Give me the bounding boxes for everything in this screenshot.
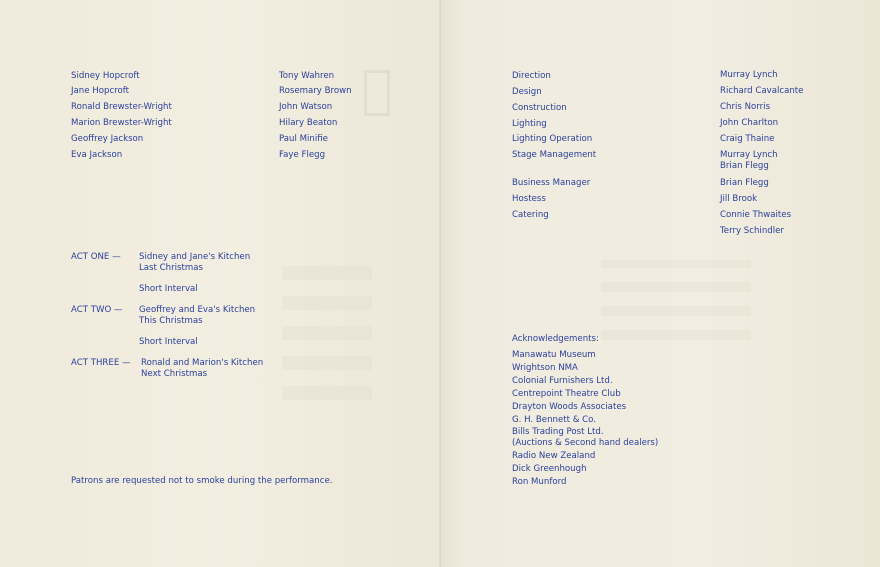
- interval-label: Short Interval: [139, 284, 198, 294]
- interval-label: Short Interval: [139, 337, 198, 347]
- crew-name: Jill Brook: [720, 194, 758, 204]
- crew-role: Construction: [512, 103, 567, 113]
- show-through-mark: [282, 250, 372, 400]
- crew-name: Brian Flegg: [720, 161, 769, 171]
- crew-name: Murray Lynch: [720, 150, 778, 160]
- acknowledgement-item: Manawatu Museum: [512, 350, 596, 360]
- crew-name: Richard Cavalcante: [720, 86, 804, 96]
- crew-role: Design: [512, 87, 542, 97]
- character-name: Eva Jackson: [71, 150, 123, 160]
- acknowledgement-item: Ron Munford: [512, 477, 567, 487]
- act-place: Geoffrey and Eva's Kitchen: [139, 305, 256, 315]
- crew-role: Catering: [512, 210, 549, 220]
- no-smoking-notice: Patrons are requested not to smoke during the performance.: [71, 476, 333, 486]
- act-place: Sidney and Jane's Kitchen: [139, 252, 251, 262]
- crew-name: Connie Thwaites: [720, 210, 792, 220]
- crew-name: John Charlton: [720, 118, 779, 128]
- actor-name: Tony Wahren: [279, 71, 335, 81]
- character-name: Geoffrey Jackson: [71, 134, 144, 144]
- character-name: Marion Brewster-Wright: [71, 118, 172, 128]
- actor-name: Hilary Beaton: [279, 118, 338, 128]
- crew-role: Lighting: [512, 119, 547, 129]
- crew-name: Brian Flegg: [720, 178, 769, 188]
- crew-name: Terry Schindler: [720, 226, 784, 236]
- show-through-mark: [364, 70, 390, 116]
- acknowledgement-item: (Auctions & Second hand dealers): [512, 438, 659, 448]
- crew-role: Direction: [512, 71, 551, 81]
- character-name: Ronald Brewster-Wright: [71, 102, 172, 112]
- act-label: ACT TWO —: [71, 305, 123, 315]
- right-page: [441, 0, 880, 567]
- show-through-mark: [601, 260, 751, 340]
- crew-role: Hostess: [512, 194, 546, 204]
- acknowledgement-item: Wrightson NMA: [512, 363, 578, 373]
- crew-role: Stage Management: [512, 150, 597, 160]
- acknowledgement-item: Dick Greenhough: [512, 464, 587, 474]
- acknowledgement-item: Radio New Zealand: [512, 451, 596, 461]
- acknowledgements-heading: Acknowledgements:: [512, 334, 599, 344]
- act-place: Ronald and Marion's Kitchen: [141, 358, 264, 368]
- actor-name: Rosemary Brown: [279, 86, 352, 96]
- actor-name: Paul Minifie: [279, 134, 328, 144]
- crew-name: Craig Thaine: [720, 134, 775, 144]
- character-name: Sidney Hopcroft: [71, 71, 140, 81]
- acknowledgement-item: Drayton Woods Associates: [512, 402, 627, 412]
- actor-name: John Watson: [279, 102, 333, 112]
- act-time: This Christmas: [139, 316, 203, 326]
- act-time: Next Christmas: [141, 369, 208, 379]
- crew-name: Chris Norris: [720, 102, 771, 112]
- act-time: Last Christmas: [139, 263, 203, 273]
- acknowledgement-item: G. H. Bennett & Co.: [512, 415, 597, 425]
- crew-name: Murray Lynch: [720, 70, 778, 80]
- act-label: ACT ONE —: [71, 252, 121, 262]
- act-label: ACT THREE —: [71, 358, 131, 368]
- acknowledgement-item: Colonial Furnishers Ltd.: [512, 376, 613, 386]
- crew-role: Lighting Operation: [512, 134, 593, 144]
- acknowledgement-item: Centrepoint Theatre Club: [512, 389, 621, 399]
- acknowledgement-item: Bills Trading Post Ltd.: [512, 427, 604, 437]
- character-name: Jane Hopcroft: [71, 86, 130, 96]
- actor-name: Faye Flegg: [279, 150, 326, 160]
- crew-role: Business Manager: [512, 178, 591, 188]
